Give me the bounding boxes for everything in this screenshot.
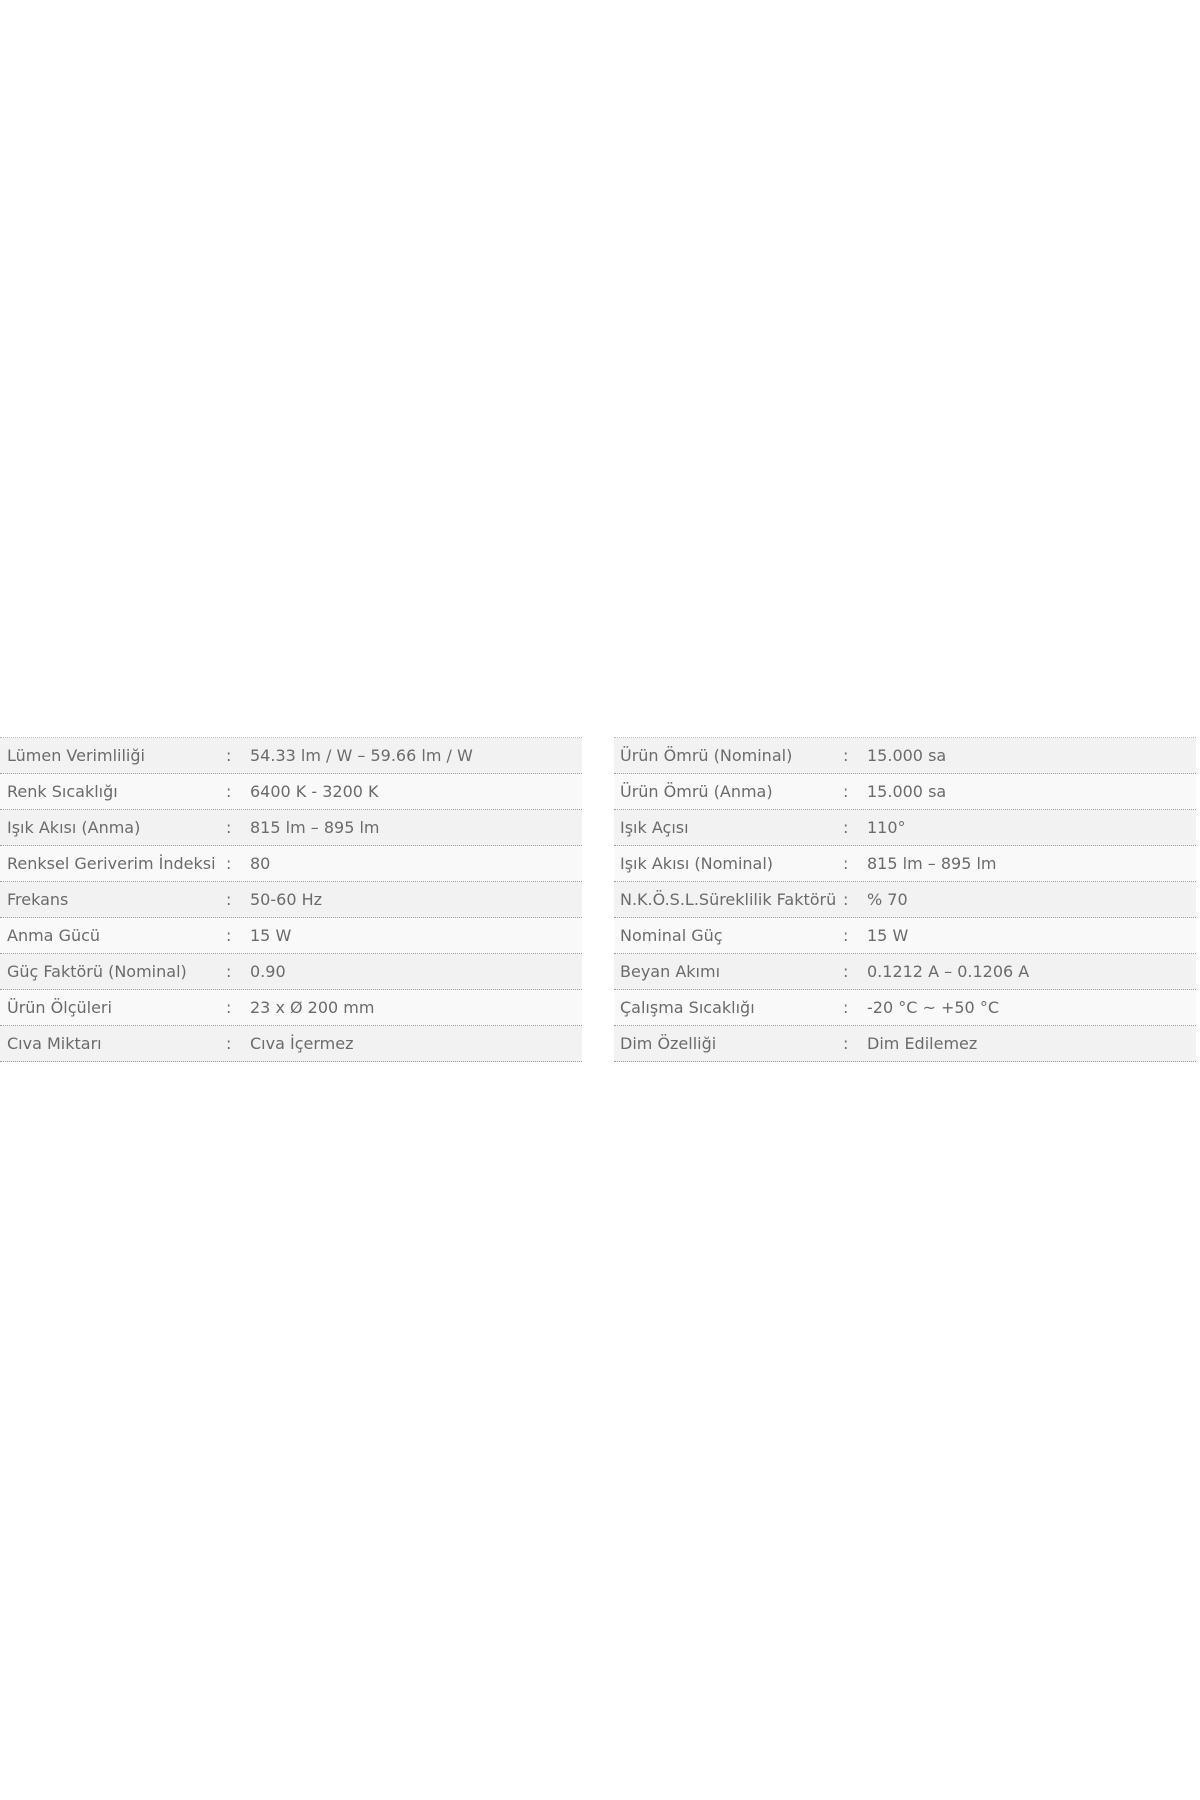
spec-separator: : — [843, 998, 849, 1017]
spec-value: 50-60 Hz — [250, 890, 323, 909]
spec-label: Ürün Ömrü (Anma) — [620, 782, 773, 801]
spec-value: 15.000 sa — [867, 746, 947, 765]
spec-row-lifetime-rated — [614, 774, 1196, 810]
spec-separator: : — [226, 1034, 232, 1053]
spec-value: 54.33 lm / W – 59.66 lm / W — [250, 746, 473, 765]
spec-row-frequency — [0, 882, 582, 918]
spec-row-rated-power — [0, 918, 582, 954]
spec-separator: : — [226, 926, 232, 945]
spec-label: Işık Akısı (Nominal) — [620, 854, 774, 873]
spec-value: % 70 — [867, 890, 908, 909]
spec-value: 15 W — [250, 926, 292, 945]
spec-row-dimming — [614, 1026, 1196, 1062]
spec-value: 815 lm – 895 lm — [867, 854, 997, 873]
spec-row-beam-angle — [614, 810, 1196, 846]
spec-separator: : — [843, 962, 849, 981]
spec-separator: : — [843, 818, 849, 837]
spec-row-color-temperature — [0, 774, 582, 810]
spec-separator: : — [226, 962, 232, 981]
spec-label: Renk Sıcaklığı — [7, 782, 118, 801]
spec-value: 23 x Ø 200 mm — [250, 998, 375, 1017]
spec-value: 0.90 — [250, 962, 286, 981]
spec-row-luminous-flux-rated — [0, 810, 582, 846]
spec-separator: : — [226, 890, 232, 909]
spec-value: 80 — [250, 854, 271, 873]
spec-separator: : — [226, 782, 232, 801]
spec-label: Çalışma Sıcaklığı — [620, 998, 755, 1017]
spec-row-operating-temperature — [614, 990, 1196, 1026]
spec-row-continuity-factor — [614, 882, 1196, 918]
spec-label: Lümen Verimliliği — [7, 746, 145, 765]
spec-row-lumen-efficiency — [0, 738, 582, 774]
spec-table-right — [614, 737, 1196, 1062]
spec-separator: : — [226, 854, 232, 873]
spec-label: N.K.Ö.S.L.Süreklilik Faktörü — [620, 890, 837, 909]
spec-value: 110° — [867, 818, 906, 837]
spec-row-mercury-content — [0, 1026, 582, 1062]
spec-separator: : — [843, 746, 849, 765]
spec-row-product-dimensions — [0, 990, 582, 1026]
spec-row-power-factor — [0, 954, 582, 990]
spec-separator: : — [843, 890, 849, 909]
spec-label: Ürün Ölçüleri — [7, 998, 112, 1017]
spec-separator: : — [226, 818, 232, 837]
spec-row-nominal-power — [614, 918, 1196, 954]
spec-separator: : — [843, 782, 849, 801]
spec-row-lifetime-nominal — [614, 738, 1196, 774]
spec-label: Nominal Güç — [620, 926, 723, 945]
spec-value: 6400 K - 3200 K — [250, 782, 379, 801]
spec-label: Güç Faktörü (Nominal) — [7, 962, 187, 981]
spec-separator: : — [226, 746, 232, 765]
spec-row-rated-current — [614, 954, 1196, 990]
spec-value: 15.000 sa — [867, 782, 947, 801]
spec-label: Anma Gücü — [7, 926, 101, 945]
spec-label: Renksel Geriverim İndeksi — [7, 854, 216, 873]
spec-separator: : — [843, 926, 849, 945]
spec-value: Dim Edilemez — [867, 1034, 978, 1053]
spec-value: -20 °C ~ +50 °C — [867, 998, 999, 1017]
spec-label: Ürün Ömrü (Nominal) — [620, 746, 793, 765]
spec-row-luminous-flux-nominal — [614, 846, 1196, 882]
spec-label: Işık Akısı (Anma) — [7, 818, 141, 837]
spec-label: Cıva Miktarı — [7, 1034, 102, 1053]
spec-table-left — [0, 737, 582, 1062]
spec-value: 15 W — [867, 926, 909, 945]
spec-label: Işık Açısı — [620, 818, 689, 837]
spec-separator: : — [843, 1034, 849, 1053]
spec-row-color-rendering-index — [0, 846, 582, 882]
spec-separator: : — [843, 854, 849, 873]
spec-label: Dim Özelliği — [620, 1034, 717, 1053]
spec-value: 815 lm – 895 lm — [250, 818, 380, 837]
spec-label: Beyan Akımı — [620, 962, 721, 981]
spec-separator: : — [226, 998, 232, 1017]
spec-value: 0.1212 A – 0.1206 A — [867, 962, 1030, 981]
spec-label: Frekans — [7, 890, 69, 909]
spec-value: Cıva İçermez — [250, 1034, 354, 1053]
